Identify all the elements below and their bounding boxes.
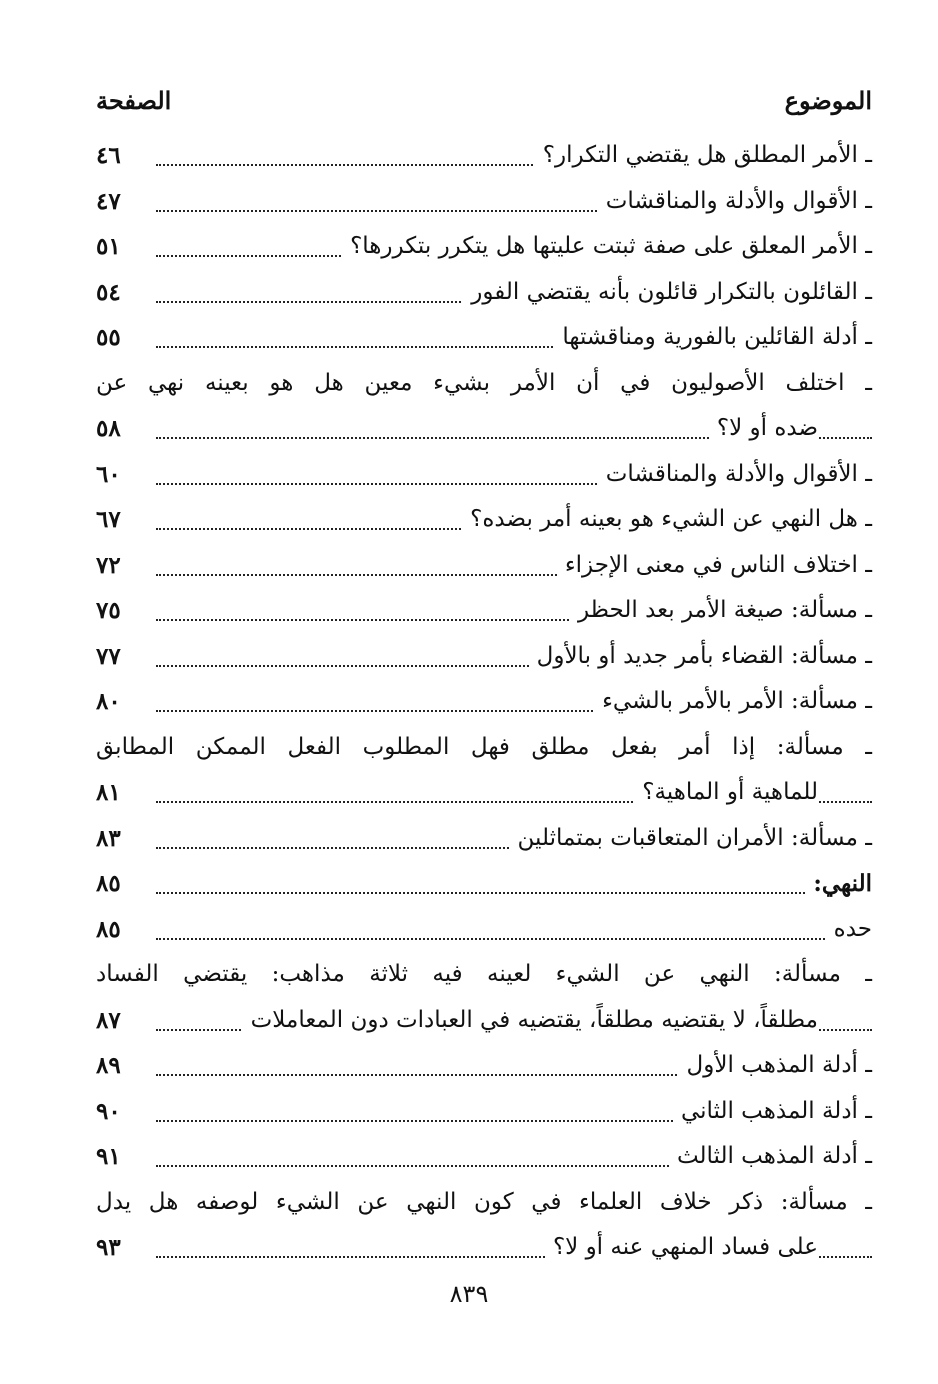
entry-title: ـ أدلة المذهب الثالث — [669, 1143, 872, 1169]
toc-entry — [96, 140, 872, 186]
table-of-contents — [96, 140, 872, 1278]
toc-entry — [96, 914, 872, 960]
toc-entry-continuation — [96, 777, 872, 823]
entry-title: ضده أو لا؟ — [709, 415, 818, 441]
entry-title: ـ الأمر المطلق هل يقتضي التكرار؟ — [535, 142, 872, 168]
entry-page: ٥٨ — [96, 415, 121, 442]
entry-page: ٩٣ — [96, 1234, 121, 1261]
entry-title: ـ الأقوال والأدلة والمناقشات — [598, 188, 872, 214]
entry-page: ٤٧ — [96, 187, 121, 215]
toc-entry — [96, 641, 872, 687]
entry-title: حده — [826, 916, 872, 942]
entry-title: ـ مسألة: الأمر بالأمر بالشيء — [594, 688, 872, 714]
toc-entry — [96, 550, 872, 596]
toc-entry — [96, 1141, 872, 1187]
entry-page: ٦٧ — [96, 506, 121, 533]
entry-page: ٧٧ — [96, 642, 121, 670]
entry-page: ٩١ — [96, 1143, 121, 1170]
entry-title: على فساد المنهي عنه أو لا؟ — [545, 1234, 818, 1260]
toc-entry — [96, 277, 872, 323]
entry-page: ٤٦ — [96, 142, 121, 169]
entry-page: ٦٠ — [96, 460, 121, 488]
toc-header — [96, 80, 872, 120]
entry-title: ـ أدلة المذهب الثاني — [673, 1098, 872, 1124]
page-column-heading: الصفحة — [96, 85, 172, 115]
entry-page: ٨٥ — [96, 870, 121, 897]
toc-entry-continuation — [96, 1232, 872, 1278]
topic-column-heading: الموضوع — [784, 85, 872, 115]
toc-entry-first-line — [96, 368, 872, 414]
toc-entry-first-line — [96, 1187, 872, 1233]
entry-title: ـ مسألة: القضاء بأمر جديد أو بالأول — [529, 643, 872, 669]
entry-page: ٥٥ — [96, 324, 121, 351]
entry-page: ٥١ — [96, 233, 121, 260]
toc-entry — [96, 322, 872, 368]
entry-title: ـ مسألة: الأمران المتعاقبات بمتماثلين — [510, 825, 872, 851]
toc-entry-continuation — [96, 413, 872, 459]
entry-title: ـ اختلاف الناس في معنى الإجزاء — [557, 552, 872, 578]
entry-title: ـ أدلة المذهب الأول — [679, 1052, 872, 1078]
entry-page: ٨٧ — [96, 1006, 121, 1034]
entry-title: مطلقاً، لا يقتضيه مطلقاً، يقتضيه في العبادات دون المعاملات — [243, 1007, 818, 1033]
toc-entry-first-line — [96, 959, 872, 1005]
entry-page: ٨١ — [96, 779, 121, 806]
entry-title: ـ الأقوال والأدلة والمناقشات — [598, 461, 872, 487]
toc-entry — [96, 595, 872, 641]
entry-page: ٨٠ — [96, 688, 121, 715]
entry-title: ـ مسألة: ذكر خلاف العلماء في كون النهي عن الشيء لوصفه هل يدل — [96, 1188, 872, 1215]
toc-entry — [96, 186, 872, 232]
entry-page: ٨٩ — [96, 1052, 121, 1079]
toc-entry-first-line — [96, 732, 872, 778]
dot-leader — [156, 938, 872, 940]
toc-entry — [96, 231, 872, 277]
section-title: النهي: — [805, 870, 872, 897]
entry-title: ـ أدلة القائلين بالفورية ومناقشتها — [554, 324, 872, 350]
entry-page: ٩٠ — [96, 1097, 121, 1125]
entry-title: ـ الأمر المعلق على صفة ثبتت عليتها هل يتكرر بتكررها؟ — [342, 233, 872, 259]
entry-page: ٨٣ — [96, 824, 121, 852]
toc-entry — [96, 504, 872, 550]
toc-entry-continuation — [96, 1005, 872, 1051]
entry-page: ٨٥ — [96, 915, 121, 943]
entry-title: ـ اختلف الأصوليون في أن الأمر بشيء معين هل هو بعينه نهي عن — [96, 369, 872, 396]
entry-page: ٥٤ — [96, 278, 121, 306]
toc-section-heading — [96, 868, 872, 914]
toc-entry — [96, 686, 872, 732]
toc-entry — [96, 823, 872, 869]
entry-title: ـ مسألة: إذا أمر بفعل مطلق فهل المطلوب الفعل الممكن المطابق — [96, 733, 872, 760]
entry-title: ـ القائلون بالتكرار قائلون بأنه يقتضي الفور — [463, 279, 872, 305]
dot-leader — [156, 892, 872, 894]
entry-page: ٧٢ — [96, 551, 121, 579]
entry-title: للماهية أو الماهية؟ — [634, 779, 818, 805]
toc-entry — [96, 1096, 872, 1142]
entry-page: ٧٥ — [96, 597, 121, 624]
toc-entry — [96, 1050, 872, 1096]
page-number: ٨٣٩ — [449, 1280, 489, 1308]
entry-title: ـ هل النهي عن الشيء هو بعينه أمر بضده؟ — [462, 506, 872, 532]
entry-title: ـ مسألة: صيغة الأمر بعد الحظر — [570, 597, 872, 623]
toc-entry — [96, 459, 872, 505]
entry-title: ـ مسألة: النهي عن الشيء لعينه فيه ثلاثة مذاهب: يقتضي الفساد — [96, 961, 872, 987]
